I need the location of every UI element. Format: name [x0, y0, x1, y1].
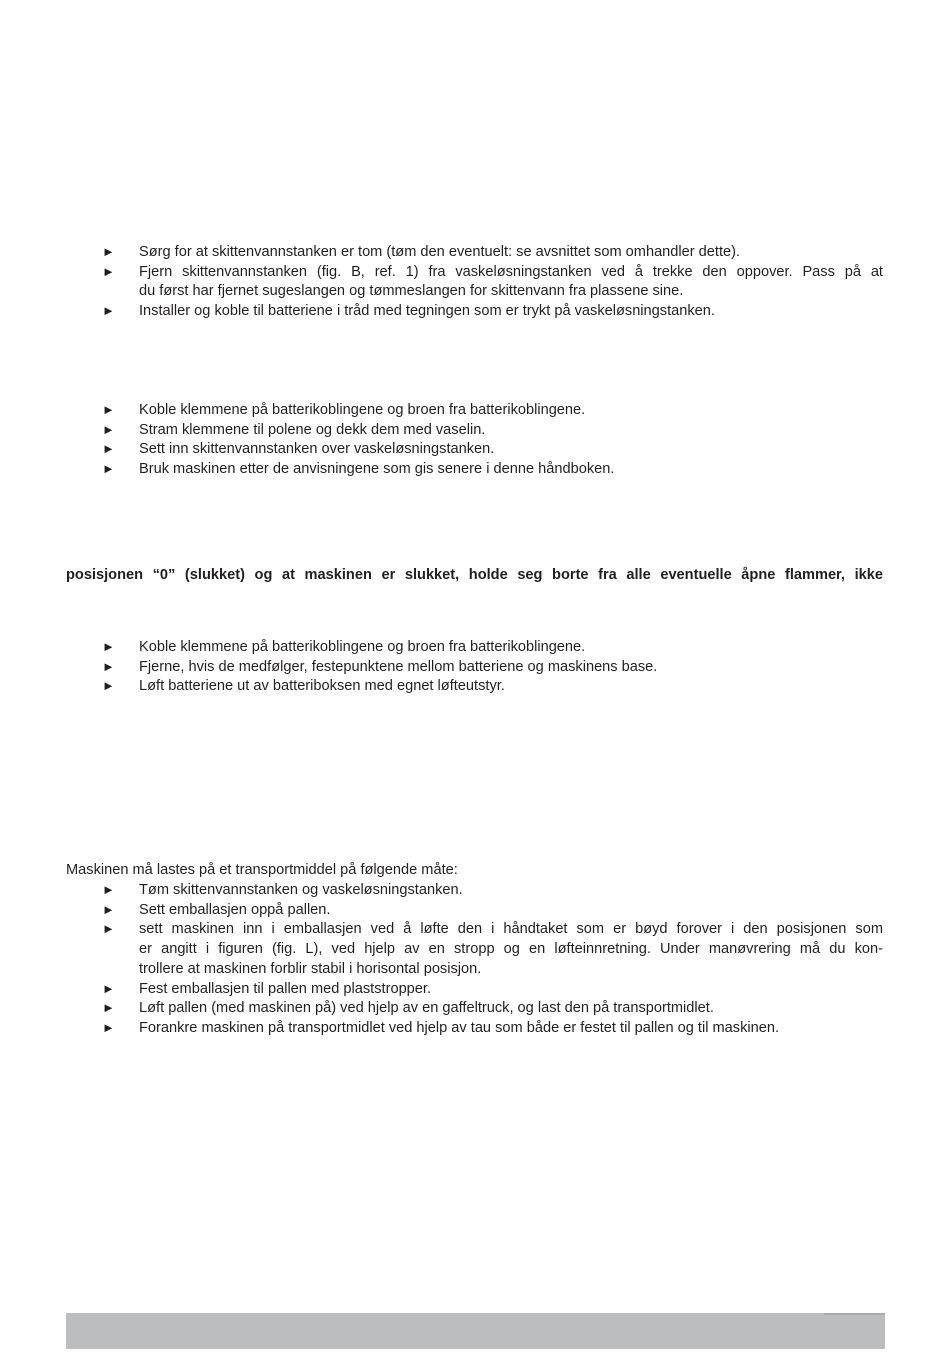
bullet-marker: ► [102, 461, 115, 477]
list-item-line: Løft pallen (med maskinen på) ved hjelp av en gaffeltruck, og last den på transportmidlet. [139, 1000, 714, 1017]
list-item-line: Sett inn skittenvannstanken over vaskeløsningstanken. [139, 441, 495, 458]
bullet-marker: ► [102, 1000, 115, 1016]
list-item-line: du først har fjernet sugeslangen og tømmeslangen for skittenvann fra plassene sine. [139, 283, 684, 300]
section-transport-intro: Maskinen må lastes på et transportmiddel på følgende måte: [66, 862, 458, 878]
list-item-line: trollere at maskinen forblir stabil i horisontal posisjon. [139, 960, 482, 977]
bullet-marker: ► [102, 980, 115, 996]
bullet-marker: ► [102, 402, 115, 417]
bullet-marker: ► [102, 678, 115, 694]
bullet-marker: ► [102, 882, 115, 897]
list-item-line: Sett emballasjen oppå pallen. [139, 901, 331, 918]
list-item-line: Sørg for at skittenvannstanken er tom (tøm den eventuelt: se avsnittet som omhandler dette). [139, 244, 741, 260]
list-item-line: Stram klemmene til polene og dekk dem med vaselin. [139, 421, 486, 438]
list-item-line: sett maskinen inn i emballasjen ved å løfte den i håndtaket som er bøyd forover i den posisjonen som [139, 921, 883, 938]
list-item-line: Installer og koble til batteriene i tråd med tegningen som er trykt på vaskeløsningstanken. [139, 303, 715, 320]
list-item-line: Fjerne, hvis de medfølger, festepunktene mellom batteriene og maskinens base. [139, 658, 658, 675]
bullet-marker: ► [102, 901, 115, 917]
footer-bar-notch [824, 1313, 885, 1315]
bullet-marker: ► [102, 658, 115, 674]
list-item-line: er angitt i figuren (fig. L), ved hjelp av en stropp og en løfteinnretning. Under manøvrering må du kon- [139, 941, 883, 958]
bullet-marker: ► [102, 303, 115, 319]
list-item-line: Løft batteriene ut av batteriboksen med egnet løfteutstyr. [139, 678, 505, 695]
bullet-marker: ► [102, 921, 115, 937]
list-item-line: Koble klemmene på batterikoblingene og broen fra batterikoblingene. [139, 402, 586, 418]
bullet-marker: ► [102, 244, 115, 259]
list-item-line: Fest emballasjen til pallen med plaststropper. [139, 980, 432, 997]
warning-text: posisjonen “0” (slukket) og at maskinen er slukket, holde seg borte fra alle eventuelle åpne flammer, ikke [66, 567, 883, 583]
list-item-line: Fjern skittenvannstanken (fig. B, ref. 1) fra vaskeløsningstanken ved å trekke den oppover. Pass på at [139, 263, 883, 280]
bullet-marker: ► [102, 639, 115, 654]
bullet-marker: ► [102, 263, 115, 279]
list-item-line: Forankre maskinen på transportmidlet ved hjelp av tau som både er festet til pallen og til maskinen. [139, 1019, 780, 1036]
list-item-line: Tøm skittenvannstanken og vaskeløsningstanken. [139, 882, 463, 898]
list-item-line: Bruk maskinen etter de anvisningene som gis senere i denne håndboken. [139, 461, 615, 478]
bullet-marker: ► [102, 421, 115, 437]
bullet-marker: ► [102, 1019, 115, 1035]
bullet-marker: ► [102, 441, 115, 457]
list-item-line: Koble klemmene på batterikoblingene og broen fra batterikoblingene. [139, 639, 586, 655]
footer-bar [66, 1313, 885, 1349]
